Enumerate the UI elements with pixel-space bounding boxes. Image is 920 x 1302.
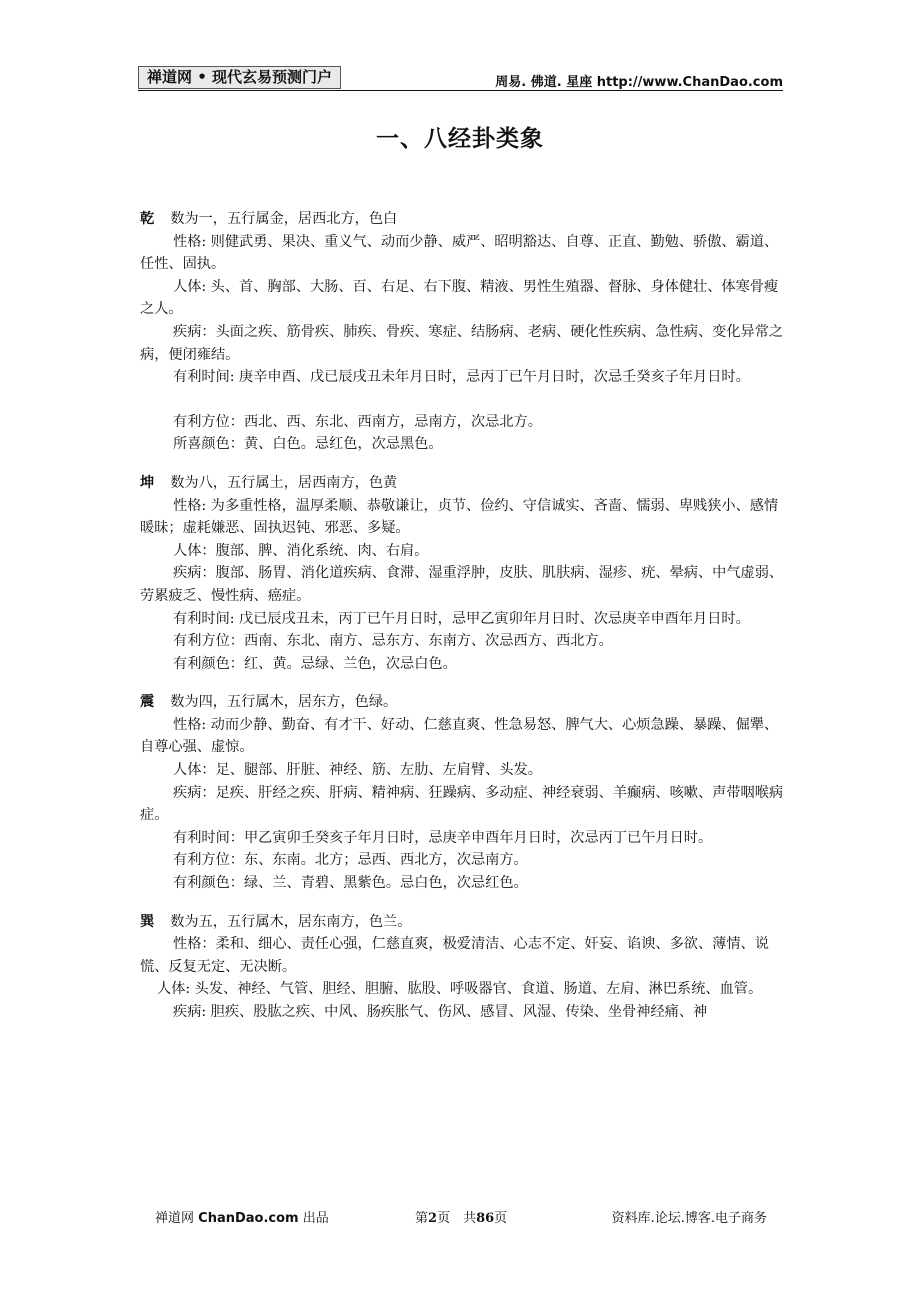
spacer [140, 456, 785, 472]
footer-credit [155, 1207, 329, 1226]
paragraph-time: 有利时间: 戊已辰戌丑未，丙丁已午月日时，忌甲乙寅卯年月日时、次忌庚辛申酉年月日时。 [173, 610, 750, 627]
page-total: 86 [476, 1211, 495, 1226]
document-body [140, 208, 785, 1024]
paragraph-time: 有利时间: 庚辛申酉、戊已辰戌丑未年月日时，忌丙丁已午月日时，次忌壬癸亥子年月日时。 [173, 369, 750, 386]
section-heading [140, 691, 785, 714]
paragraph-direction: 有利方位：西北、西、东北、西南方，忌南方，次忌北方。 [173, 413, 542, 430]
paragraph-direction: 有利方位：西南、东北、南方、忌东方、东南方、次忌西方、西北方。 [173, 633, 613, 650]
paragraph-body: 人体: 头、首、胸部、大肠、百、右足、右下腹、精液、男性生殖器、督脉、身体健壮、体寒骨瘦之人。 [140, 278, 779, 318]
section-heading [140, 472, 785, 495]
footer-site-domain: ChanDao.com [198, 1211, 299, 1226]
paragraph-personality: 性格: 为多重性格，温厚柔顺、恭敬谦让，贞节、俭约、守信诚实、吝啬、懦弱、卑贱狭小、感情暖昧；虚耗嫌恶、固执迟钝、邪恶、多疑。 [140, 497, 779, 537]
page-counter [415, 1207, 507, 1226]
paragraph-disease: 疾病：头面之疾、筋骨疾、肺疾、骨疾、寒症、结肠病、老病、硬化性疾病、急性病、变化异常之病，便闭雍结。 [140, 323, 784, 363]
footer-links-text: 资料库.论坛.博客.电子商务 [611, 1211, 767, 1226]
section-zhen [140, 691, 785, 894]
page-footer [155, 1207, 775, 1227]
paragraph-personality: 性格：柔和、细心、责任心强，仁慈直爽，极爱清洁、心志不定、奸妄、谄谀、多欲、薄情、说慌、反复无定、无决断。 [140, 936, 769, 975]
trigram-name: 坤 [140, 474, 155, 491]
trigram-summary: 数为一，五行属金，居西北方，色白 [170, 211, 398, 227]
paragraph-body: 人体：腹部、脾、消化系统、肉、右肩。 [173, 542, 429, 559]
paragraph-direction: 有利方位：东、东南。北方；忌西、西北方，次忌南方。 [173, 852, 528, 869]
paragraph-color: 有利颜色：红、黄。忌绿、兰色，次忌白色。 [173, 655, 457, 672]
trigram-summary: 数为八，五行属土，居西南方，色黄 [170, 474, 398, 491]
footer-credit-suffix: 出品 [302, 1211, 329, 1226]
trigram-name: 震 [140, 694, 155, 711]
spacer [140, 895, 785, 911]
trigram-summary: 数为五，五行属木，居东南方，色兰。 [170, 913, 412, 930]
section-heading [140, 208, 785, 231]
site-brand-box: 禅道网 • 现代玄易预测门户 [138, 66, 341, 89]
paragraph-color: 有利颜色：绿、兰、青碧、黑紫色。忌白色，次忌红色。 [173, 875, 528, 892]
section-heading [140, 911, 785, 934]
page-title: 一、八经卦类象 [376, 126, 544, 152]
section-kun [140, 472, 785, 675]
trigram-name: 乾 [140, 211, 155, 227]
paragraph-disease: 疾病：腹部、肠胃、消化道疾病、食滞、湿重浮肿，皮肤、肌肤病、湿疹、疣、晕病、中气虚弱、劳累疲乏、慢性病、癌症。 [140, 565, 784, 604]
paragraph-color: 所喜颜色：黄、白色。忌红色，次忌黑色。 [173, 436, 443, 453]
trigram-summary: 数为四，五行属木，居东方，色绿。 [170, 694, 398, 711]
paragraph-body: 人体：足、腿部、肝脏、神经、筋、左肋、左肩臂、头发。 [173, 762, 542, 779]
paragraph-personality: 性格: 动而少静、勤奋、有才干、好动、仁慈直爽、性急易怒、脾气大、心烦急躁、暴躁、倔犟、自尊心强、虚惊。 [140, 716, 779, 756]
footer-site-name: 禅道网 [155, 1211, 195, 1226]
header-tagline-url: 周易. 佛道. 星座 http://www.ChanDao.com [495, 75, 783, 90]
paragraph-body: 人体: 头发、神经、气管、胆经、胆腑、肱股、呼吸器官、食道、肠道、左肩、淋巴系统、血管。 [157, 981, 763, 998]
spacer [140, 389, 785, 411]
page-number: 2 [428, 1211, 438, 1226]
spacer [140, 675, 785, 691]
page-suffix: 页 [494, 1211, 508, 1226]
section-xun [140, 911, 785, 1024]
trigram-name: 巽 [140, 913, 155, 930]
paragraph-time: 有利时间：甲乙寅卯壬癸亥子年月日时，忌庚辛申酉年月日时，次忌丙丁已午月日时。 [173, 829, 713, 846]
paragraph-disease: 疾病：足疾、肝经之疾、肝病、精神病、狂躁病、多动症、神经衰弱、羊癫病、咳嗽、声带咽喉病症。 [140, 784, 784, 824]
page-prefix: 第 [415, 1211, 429, 1226]
page-header [138, 66, 783, 92]
paragraph-personality: 性格: 则健武勇、果决、重义气、动而少静、威严、昭明豁达、自尊、正直、勤勉、骄傲、霸道、任性、固执。 [140, 233, 779, 273]
header-rule [138, 90, 783, 91]
section-qian [140, 208, 785, 456]
page-mid: 页 共 [437, 1211, 477, 1226]
paragraph-disease: 疾病: 胆疾、股肱之疾、中风、肠疾胀气、伤风、感冒、风湿、传染、坐骨神经痛、神 [173, 1004, 708, 1020]
